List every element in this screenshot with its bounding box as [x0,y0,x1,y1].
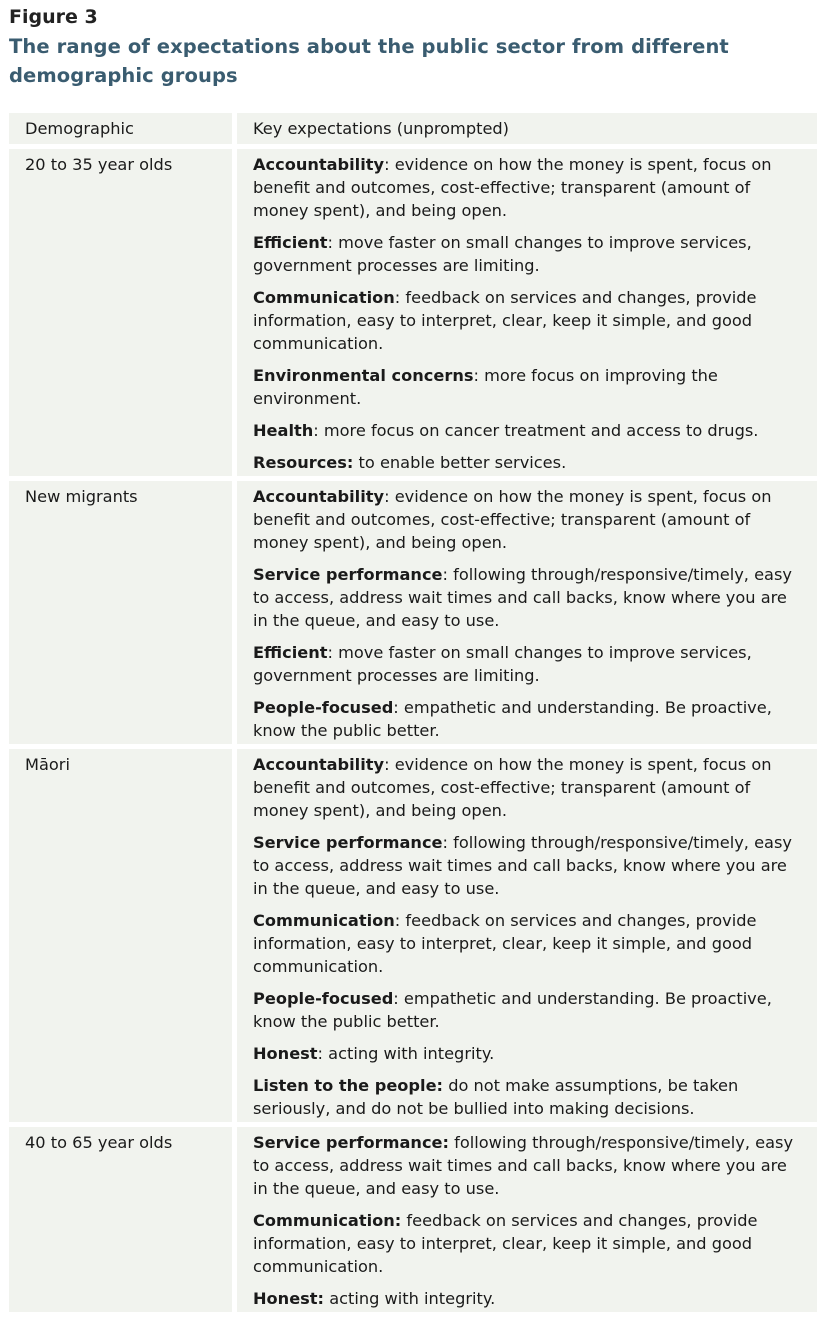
expectation-entry [253,753,803,822]
expectation-separator: : [393,698,404,717]
expectation-separator: : [384,487,395,506]
figure-title: The range of expectations about the public sector from different demographic groups [9,35,729,87]
expectation-separator: : [473,366,485,385]
expectation-text: feedback on services and changes, provide information, easy to interpret, clear, keep it simple, and good communication. [253,911,757,976]
expectation-text: following through/responsive/timely, easy to access, address wait times and call backs, know where you are in the queue, and easy to use. [253,565,792,630]
expectations-cell [237,481,817,744]
expectation-entry [253,1042,803,1065]
expectation-text: following through/responsive/timely, easy to access, address wait times and call backs, know where you are in the queue, and easy to use. [253,833,792,898]
expectations-cell [237,1127,817,1312]
expectation-entry [253,286,803,355]
expectation-term: People-focused [253,698,394,717]
expectation-text: do not make assumptions, be taken seriously, and do not be bullied into making decisions. [253,1076,739,1118]
column-header-expectations: Key expectations (unprompted) [237,113,817,144]
expectation-text: empathetic and understanding. Be proactive, know the public better. [253,989,772,1031]
expectation-term: Accountability [253,755,385,774]
expectation-entry [253,563,803,632]
expectation-separator: : [317,1044,329,1063]
expectation-separator: : [384,755,395,774]
expectation-term: Efficient [253,233,328,252]
expectation-entry [253,231,803,277]
expectation-separator: : [394,288,406,307]
expectation-term: People-focused [253,989,394,1008]
expectation-text: evidence on how the money is spent, focus on benefit and outcomes, cost-effective; transparent (amount of money spent), and being open. [253,755,772,820]
expectation-text: feedback on services and changes, provide information, easy to interpret, clear, keep it simple, and good communication. [253,1211,758,1276]
expectation-text: empathetic and understanding. Be proactive, know the public better. [253,698,772,740]
demographic-cell: 20 to 35 year olds [9,149,237,476]
expectation-text: move faster on small changes to improve services, government processes are limiting. [253,233,752,275]
expectation-term: Service performance [253,565,443,584]
expectation-term: Listen to the people: [253,1076,444,1095]
expectation-term: Honest: [253,1289,325,1308]
expectation-separator: : [327,233,339,252]
expectation-term: Accountability [253,155,385,174]
expectation-text: acting with integrity. [328,1044,495,1063]
expectation-term: Communication: [253,1211,402,1230]
table-row [9,1127,817,1312]
expectation-entry [253,485,803,554]
expectation-entry [253,153,803,222]
table-row [9,149,817,476]
table-header-row [9,113,817,144]
expectation-term: Service performance [253,833,443,852]
expectation-entry [253,696,803,742]
expectation-entry [253,1074,803,1120]
expectation-term: Efficient [253,643,328,662]
expectation-term: Communication [253,288,395,307]
expectation-separator: : [442,565,454,584]
demographic-cell: Māori [9,749,237,1122]
expectation-text: move faster on small changes to improve services, government processes are limiting. [253,643,752,685]
expectation-text: to enable better services. [358,453,567,472]
expectation-entry [253,419,803,442]
expectation-term: Honest [253,1044,318,1063]
expectation-separator: : [394,911,406,930]
expectation-term: Resources: [253,453,354,472]
expectation-text: more focus on cancer treatment and access to drugs. [323,421,759,440]
expectations-table [9,108,817,1317]
column-header-demographic: Demographic [9,113,237,144]
expectation-entry [253,364,803,410]
expectation-text: more focus on improving the environment. [253,366,718,408]
expectations-cell [237,149,817,476]
expectation-text: feedback on services and changes, provide information, easy to interpret, clear, keep it simple, and good communication. [253,288,757,353]
demographic-cell: New migrants [9,481,237,744]
expectation-entry [253,909,803,978]
expectation-entry [253,831,803,900]
expectation-entry [253,1131,803,1200]
expectation-term: Health [253,421,314,440]
table-row [9,749,817,1122]
expectation-term: Accountability [253,487,385,506]
demographic-cell: 40 to 65 year olds [9,1127,237,1312]
expectation-entry [253,1287,803,1310]
expectation-separator: : [313,421,324,440]
expectation-separator: : [442,833,454,852]
expectation-entry [253,987,803,1033]
expectation-separator: : [327,643,339,662]
expectation-text: evidence on how the money is spent, focus on benefit and outcomes, cost-effective; transparent (amount of money spent), and being open. [253,155,772,220]
expectation-entry [253,451,803,474]
expectation-separator: : [384,155,395,174]
expectations-cell [237,749,817,1122]
expectation-text: evidence on how the money is spent, focus on benefit and outcomes, cost-effective; transparent (amount of money spent), and being open. [253,487,772,552]
table-body [9,149,817,1312]
expectation-entry [253,1209,803,1278]
figure-label: Figure 3 [9,6,98,28]
expectation-text: acting with integrity. [329,1289,496,1308]
table-row [9,481,817,744]
expectation-entry [253,641,803,687]
expectation-text: following through/responsive/timely, easy to access, address wait times and call backs, know where you are in the queue, and easy to use. [253,1133,794,1198]
expectation-term: Service performance: [253,1133,449,1152]
expectation-separator: : [393,989,404,1008]
expectation-term: Environmental concerns [253,366,474,385]
expectation-term: Communication [253,911,395,930]
